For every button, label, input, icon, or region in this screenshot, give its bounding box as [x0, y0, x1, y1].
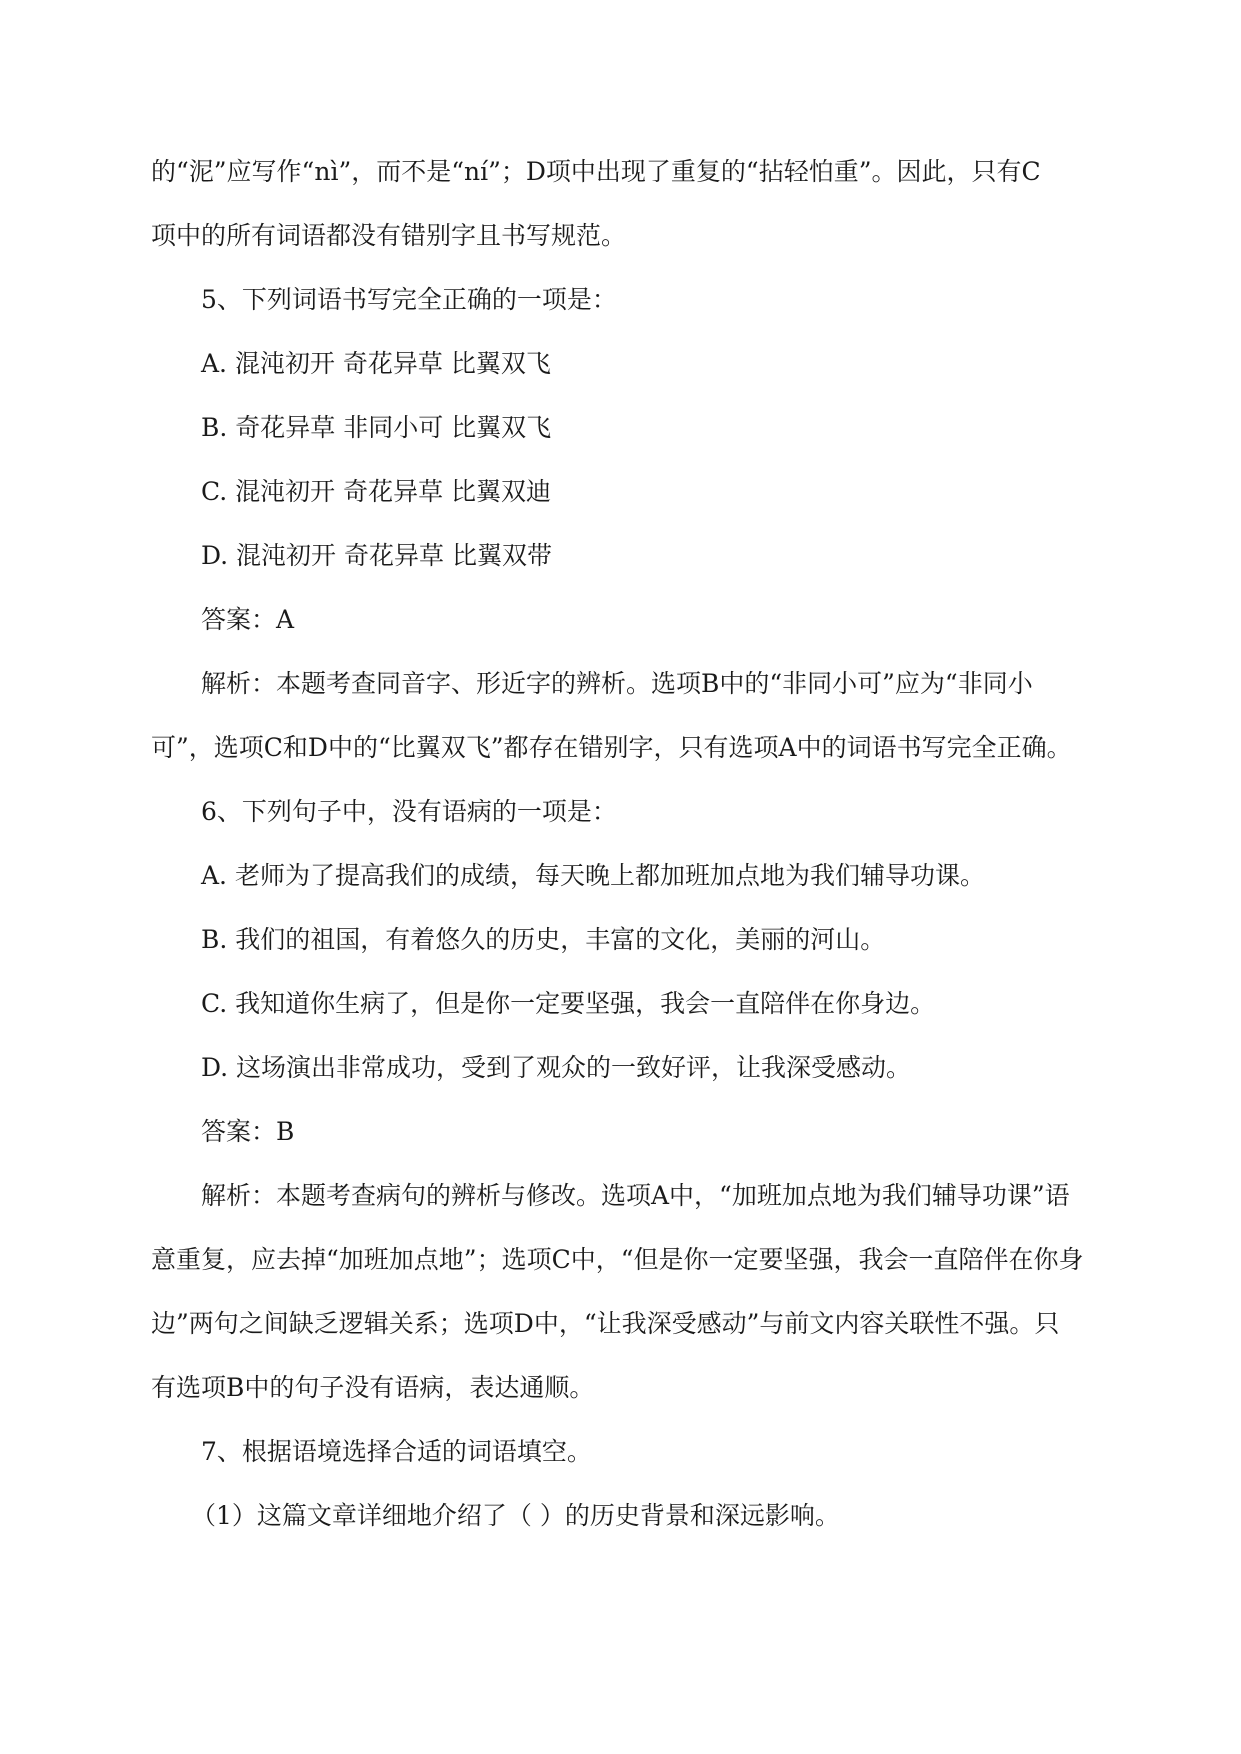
text-line: 的“泥”应写作“nì”，而不是“ní”；D项中出现了重复的“拈轻怕重”。因此，只有C: [151, 157, 1041, 186]
question-5-prompt: 5、下列词语书写完全正确的一项是：: [201, 285, 617, 314]
question-6-explanation: 解析：本题考查病句的辨析与修改。选项A中，“加班加点地为我们辅导功课”语: [201, 1181, 1070, 1210]
question-6-answer: 答案：B: [201, 1117, 295, 1146]
question-5-option-b: B. 奇花异草 非同小可 比翼双飞: [201, 413, 552, 442]
question-6-option-a: A. 老师为了提高我们的成绩，每天晚上都加班加点地为我们辅导功课。: [201, 861, 985, 890]
question-6-explanation-cont: 意重复，应去掉“加班加点地”；选项C中，“但是你一定要坚强，我会一直陪伴在你身: [151, 1245, 1084, 1274]
question-5-option-c: C. 混沌初开 奇花异草 比翼双迪: [201, 477, 552, 506]
question-5-option-d: D. 混沌初开 奇花异草 比翼双带: [201, 541, 552, 570]
question-6-option-b: B. 我们的祖国，有着悠久的历史，丰富的文化，美丽的河山。: [201, 925, 886, 954]
question-5-option-a: A. 混沌初开 奇花异草 比翼双飞: [201, 349, 551, 378]
question-6-prompt: 6、下列句子中，没有语病的一项是：: [201, 797, 617, 826]
question-5-explanation-cont: 可”，选项C和D中的“比翼双飞”都存在错别字，只有选项A中的词语书写完全正确。: [151, 733, 1072, 762]
question-6-option-d: D. 这场演出非常成功，受到了观众的一致好评，让我深受感动。: [201, 1053, 912, 1082]
question-6-explanation-cont: 有选项B中的句子没有语病，表达通顺。: [151, 1373, 595, 1402]
question-6-option-c: C. 我知道你生病了，但是你一定要坚强，我会一直陪伴在你身边。: [201, 989, 936, 1018]
question-6-explanation-cont: 边”两句之间缺乏逻辑关系；选项D中，“让我深受感动”与前文内容关联性不强。只: [151, 1309, 1060, 1338]
question-7-prompt: 7、根据语境选择合适的词语填空。: [201, 1437, 592, 1466]
question-7-subitem-1: （1）这篇文章详细地介绍了（ ）的历史背景和深远影响。: [191, 1501, 840, 1530]
text-line: 项中的所有词语都没有错别字且书写规范。: [151, 221, 627, 250]
question-5-answer: 答案：A: [201, 605, 295, 634]
question-5-explanation: 解析：本题考查同音字、形近字的辨析。选项B中的“非同小可”应为“非同小: [201, 669, 1033, 698]
document-body: [151, 140, 1096, 1548]
